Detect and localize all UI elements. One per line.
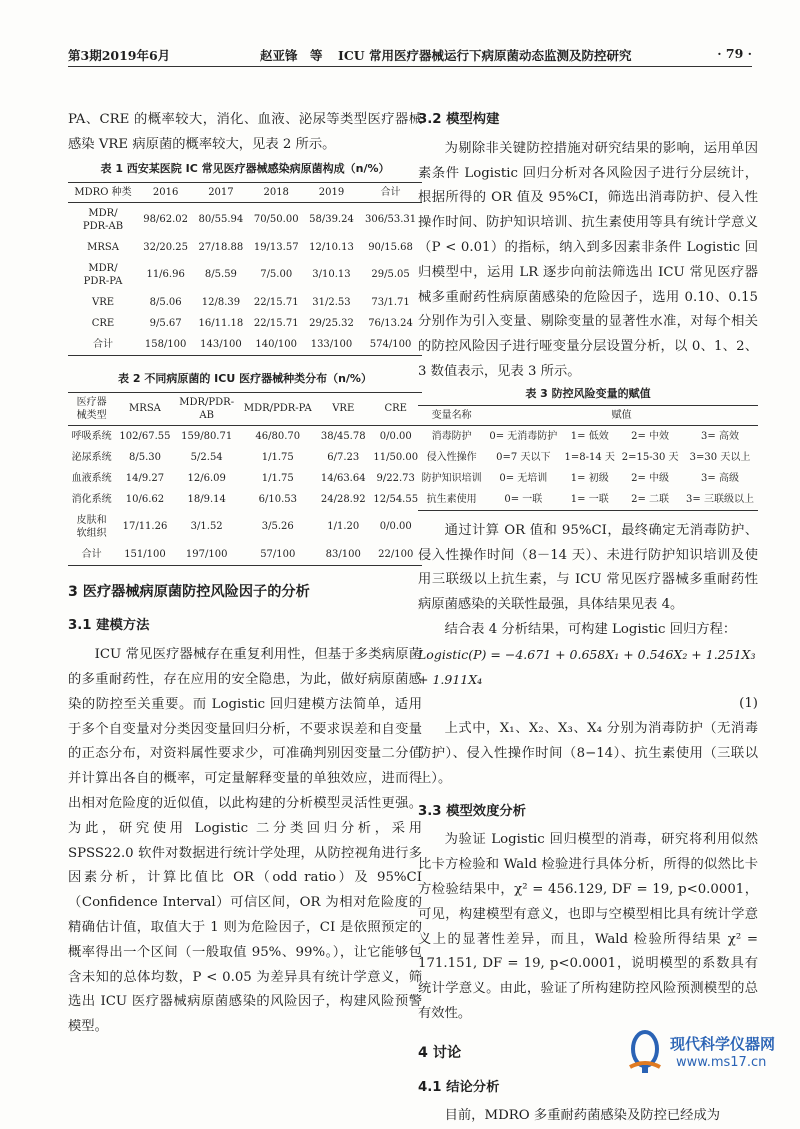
- table1-cell: 306/53.31: [365, 214, 417, 226]
- table2-cell: 151/100: [115, 544, 175, 566]
- table-row: [68, 425, 422, 447]
- right-column: [418, 108, 758, 1129]
- table2-cell: 1/1.75: [261, 451, 294, 463]
- table3-cell: 0= 无培训: [499, 472, 548, 484]
- table2-cell: 5/2.54: [190, 451, 223, 463]
- table-row: [68, 258, 422, 292]
- formula-explanation: 上式中，X₁、X₂、X₃、X₄ 分别为消毒防护（无消毒防护）、侵入性操作时间（8−14）、抗生素使用（三联以上）。: [418, 721, 758, 786]
- table3-cell: 0= 一联: [485, 489, 561, 511]
- table-row: [68, 468, 422, 489]
- issue-label: 第3期2019年6月: [68, 48, 171, 63]
- section-4-heading: 4 讨论: [418, 1044, 462, 1061]
- table3-cell: 3= 三联级以上: [682, 489, 758, 511]
- table1-cell: 29/5.05: [371, 269, 410, 281]
- table3-cell: 2= 中效: [631, 430, 670, 442]
- table1-header: 2018: [249, 182, 304, 202]
- table1-cell: 140/100: [249, 334, 304, 356]
- intro-paragraph: PA、CRE 的概率较大，消化、血液、泌尿等类型医疗器械感染 VRE 病原菌的概率较大，见表 2 所示。: [68, 112, 422, 152]
- table2-cell: 11/50.00: [373, 451, 419, 463]
- table2-header: VRE: [317, 392, 369, 425]
- table1-caption: 表 1 西安某医院 IC 常见医疗器械感染病原菌构成（n/%）: [100, 161, 390, 175]
- table1-cell: 76/13.24: [368, 317, 413, 329]
- table1-cell: 73/1.71: [371, 296, 410, 308]
- table3-cell: 2= 中级: [631, 472, 670, 484]
- section-4-1-paragraph: 目前，MDRO 多重耐药菌感染及防控已经成为: [444, 1108, 721, 1124]
- table2: [68, 392, 422, 566]
- table3-cell: 1=8-14 天: [564, 451, 615, 463]
- table1-header: 2017: [193, 182, 248, 202]
- left-column: [68, 108, 422, 1040]
- header-title: ICU 常用医疗器械运行下病原菌动态监测及防控研究: [338, 48, 632, 63]
- table1-cell: 143/100: [193, 334, 248, 356]
- table-row: [68, 334, 422, 356]
- table2-cell: 57/100: [239, 544, 317, 566]
- running-header: [68, 44, 752, 67]
- table2-cell: 0/0.00: [379, 430, 412, 442]
- table2-header: 医疗器 械类型: [68, 392, 115, 425]
- table3-cell: 3= 高级: [701, 472, 739, 484]
- table-row: [68, 447, 422, 468]
- table1-header: 2016: [138, 182, 193, 202]
- table1-cell: 98/62.02: [143, 214, 188, 226]
- watermark-name: 现代科学仪器网: [670, 1035, 776, 1053]
- watermark-url: www.ms17.cn: [676, 1055, 767, 1070]
- table2-cell: 呼吸系统: [71, 430, 112, 442]
- table3-caption: 表 3 防控风险变量的赋值: [525, 386, 651, 400]
- table1-cell: 11/6.96: [146, 269, 185, 281]
- table2-cell: 血液系统: [71, 472, 112, 484]
- watermark-logo: [620, 1027, 788, 1079]
- table1-cell: 22/15.71: [253, 296, 299, 308]
- formula-intro: 结合表 4 分析结果，可构建 Logistic 回归方程：: [444, 621, 737, 637]
- table2-cell: 1/1.75: [261, 472, 294, 484]
- table1-cell: 8/5.59: [204, 269, 237, 281]
- table1-cell: 12/8.39: [201, 296, 241, 308]
- table2-cell: 皮肤和 软组织: [76, 514, 107, 539]
- section-3-3-paragraph: 为验证 Logistic 回归模型的消毒，研究将利用似然比卡方检验和 Wald 检验进行具体分析，所得的似然比卡方检验结果中，χ² = 456.129, DF = 19, p<0.0001，可见，构建模型有意义，也即与空模型相比具有统计学意义上的显著性差异，而且，Wald 检验所得结果 χ² = 171.151, DF = 19, p<0.0001，说明模型的系数具有统计学意义。由此，验证了所构建防控风险预测模型的总有效性。: [418, 832, 758, 1021]
- table2-cell: 14/63.64: [320, 472, 366, 484]
- table2-cell: 10/6.62: [125, 493, 165, 505]
- page-number: · 79 ·: [717, 46, 752, 61]
- table1-cell: 29/25.32: [309, 317, 354, 329]
- table-row: [68, 313, 422, 334]
- table1-cell: 31/2.53: [312, 296, 351, 308]
- table2-cell: 14/9.27: [125, 472, 165, 484]
- table1-cell: MRSA: [87, 241, 119, 253]
- table3-cell: 侵入性操作: [426, 451, 477, 463]
- table2-cell: 合计: [68, 544, 115, 566]
- table3: [418, 405, 758, 511]
- table-row: [418, 447, 758, 468]
- table2-cell: 46/80.70: [255, 430, 301, 442]
- table2-cell: 6/10.53: [258, 493, 297, 505]
- table1-cell: 58/39.24: [309, 214, 354, 226]
- table2-cell: 18/9.14: [187, 493, 226, 505]
- table3-cell: 0=7 天以下: [496, 451, 551, 463]
- table-row: [68, 510, 422, 544]
- table1-cell: 90/15.68: [368, 241, 413, 253]
- table3-cell: 3=30 天以上: [689, 451, 751, 463]
- table1-cell: 19/13.57: [253, 241, 299, 253]
- table1-cell: 8/5.06: [149, 296, 182, 308]
- table1-cell: 9/5.67: [149, 317, 182, 329]
- section-3-2-heading: 3.2 模型构建: [418, 112, 500, 127]
- table1-cell: MDR/ PDR-PA: [83, 262, 123, 287]
- table3-cell: 消毒防护: [431, 430, 472, 442]
- table3-cell: 抗生素使用: [418, 489, 485, 511]
- section-3-1-paragraph: ICU 常见医疗器械存在重复利用性，但基于多类病原菌的多重耐药性，存在应用的安全隐患，为此，做好病原菌感染的防控至关重要。而 Logistic 回归建模方法简单，适用于多个自变量对分类因变量回归分析，不要求误差和自变量的正态分布，对资料属性要求少，可准确判别因变量二分值并计算出各自的概率，可定量解释变量的单独效应，进而得出相对危险度的近似值，以此构建的分析模型灵活性更强。为此，研究使用 Logistic 二分类回归分析，采用 SPSS22.0 软件对数据进行统计学处理，从防控视角进行多因素分析，计算比值比 OR（odd ratio）及 95%CI（Confidence Interval）可信区间，OR 为相对危险度的精确估计值，取值大于 1 则为危险因子，CI 是依照预定的概率得出一个区间（一般取值 95%、99%。），让它能够包含未知的总体均数，P < 0.05 为差异具有统计学意义，筛选出 ICU 医疗器械病原菌感染的风险因子，构建风险预警模型。: [68, 647, 422, 1035]
- table-row: [418, 489, 758, 511]
- table2-cell: 17/11.26: [122, 521, 168, 533]
- table1-header: MDRO 种类: [68, 182, 138, 202]
- table1-cell: MDR/ PDR-AB: [82, 207, 124, 232]
- table2-header: MDR/PDR- AB: [175, 392, 239, 425]
- section-3-2-paragraph: 为剔除非关键防控措施对研究结果的影响，运用单因素条件 Logistic 回归分析对各风险因子进行分层统计，根据所得的 OR 值及 95%CI，筛选出消毒防护、侵入性操作时间、防护知识培训、抗生素使用等具有统计学意义（P < 0.01）的指标，纳入到多因素非条件 Logistic 回归模型中，运用 LR 逐步向前法筛选出 ICU 常见医疗器械多重耐药性病原菌感染的危险因子，选用 0.10、0.15 分别作为引入变量、剔除变量的显著性水准，对每个相关的防控风险因子进行哑变量分层设置分析，以 0、1、2、3 数值表示，见表 3 所示。: [418, 140, 758, 379]
- table1-cell: 16/11.18: [198, 317, 244, 329]
- table1-cell: 12/10.13: [309, 241, 354, 253]
- table2-cell: 24/28.92: [320, 493, 366, 505]
- table1-cell: 7/5.00: [260, 269, 293, 281]
- table1-cell: 22/15.71: [253, 317, 299, 329]
- table2-cell: 泌尿系统: [71, 451, 112, 463]
- equation-number: (1): [739, 696, 758, 712]
- table2-cell: 12/54.55: [373, 493, 419, 505]
- table2-cell: 0/0.00: [379, 521, 412, 533]
- section-3-2-paragraph-2: 通过计算 OR 值和 95%CI，最终确定无消毒防护、侵入性操作时间（8－14 天）、未进行防护知识培训及使用三联级以上抗生素，与 ICU 常见医疗器械多重耐药性病原菌感染的关联性最强，具体结果见表 4。: [418, 522, 758, 613]
- section-4-1-heading: 4.1 结论分析: [418, 1079, 500, 1095]
- section-3-3-heading: 3.3 模型效度分析: [418, 803, 526, 819]
- table2-cell: 1/1.20: [327, 521, 360, 533]
- table1-cell: 3/10.13: [312, 269, 351, 281]
- header-authors: 赵亚锋 等: [260, 48, 323, 63]
- table3-cell: 3= 高效: [701, 430, 739, 442]
- table-row: [68, 489, 422, 510]
- table1-cell: 80/55.94: [198, 214, 244, 226]
- table2-header: CRE: [369, 392, 422, 425]
- table2-header: MDR/PDR-PA: [239, 392, 317, 425]
- table3-cell: 0= 无消毒防护: [489, 430, 558, 442]
- table-row: [418, 468, 758, 489]
- table2-cell: 83/100: [317, 544, 369, 566]
- table2-cell: 22/100: [369, 544, 422, 566]
- table3-cell: 1= 初级: [570, 472, 609, 484]
- table3-cell: 2=15-30 天: [621, 451, 679, 463]
- table1-cell: 574/100: [359, 334, 422, 356]
- table2-cell: 159/80.71: [181, 430, 233, 442]
- table1-cell: 合计: [68, 334, 138, 356]
- table1-cell: CRE: [91, 317, 115, 329]
- table-row: [68, 544, 422, 566]
- table2-cell: 38/45.78: [320, 430, 366, 442]
- table2-header: MRSA: [115, 392, 175, 425]
- table2-cell: 102/67.55: [119, 430, 171, 442]
- regression-formula: Logistic(P) = −4.671 + 0.658X₁ + 0.546X₂ + 1.251X₃ + 1.911X₄: [418, 646, 756, 687]
- table1: [68, 182, 422, 356]
- table-row: [68, 202, 422, 237]
- table1-cell: 32/20.25: [143, 241, 188, 253]
- table1-header: 合计: [359, 182, 422, 202]
- table2-cell: 12/6.09: [187, 472, 226, 484]
- table3-cell: 1= 低效: [570, 430, 609, 442]
- table1-cell: 133/100: [304, 334, 359, 356]
- table2-cell: 消化系统: [71, 493, 112, 505]
- table-row: [418, 425, 758, 447]
- table1-cell: VRE: [91, 296, 115, 308]
- table2-cell: 197/100: [175, 544, 239, 566]
- section-3-1-heading: 3.1 建模方法: [68, 618, 150, 634]
- table3-cell: 防护知识培训: [421, 472, 482, 484]
- table1-cell: 70/50.00: [253, 214, 299, 226]
- table2-caption: 表 2 不同病原菌的 ICU 医疗器械种类分布（n/%）: [118, 371, 372, 385]
- table3-cell: 2= 二联: [618, 489, 682, 511]
- table-row: [68, 237, 422, 258]
- table-row: [68, 292, 422, 313]
- table2-cell: 9/22.73: [376, 472, 415, 484]
- table1-cell: 158/100: [138, 334, 193, 356]
- table3-header-value: 赋值: [485, 405, 758, 425]
- table1-header: 2019: [304, 182, 359, 202]
- table2-cell: 8/5.30: [128, 451, 161, 463]
- section-3-heading: 3 医疗器械病原菌防控风险因子的分析: [68, 583, 310, 600]
- microscope-icon: [624, 1029, 666, 1075]
- table2-cell: 3/5.26: [261, 521, 294, 533]
- table3-header-var: 变量名称: [418, 405, 485, 425]
- table2-cell: 3/1.52: [190, 521, 223, 533]
- table1-cell: 27/18.88: [198, 241, 244, 253]
- table3-cell: 1= 一联: [561, 489, 618, 511]
- table2-cell: 6/7.23: [327, 451, 360, 463]
